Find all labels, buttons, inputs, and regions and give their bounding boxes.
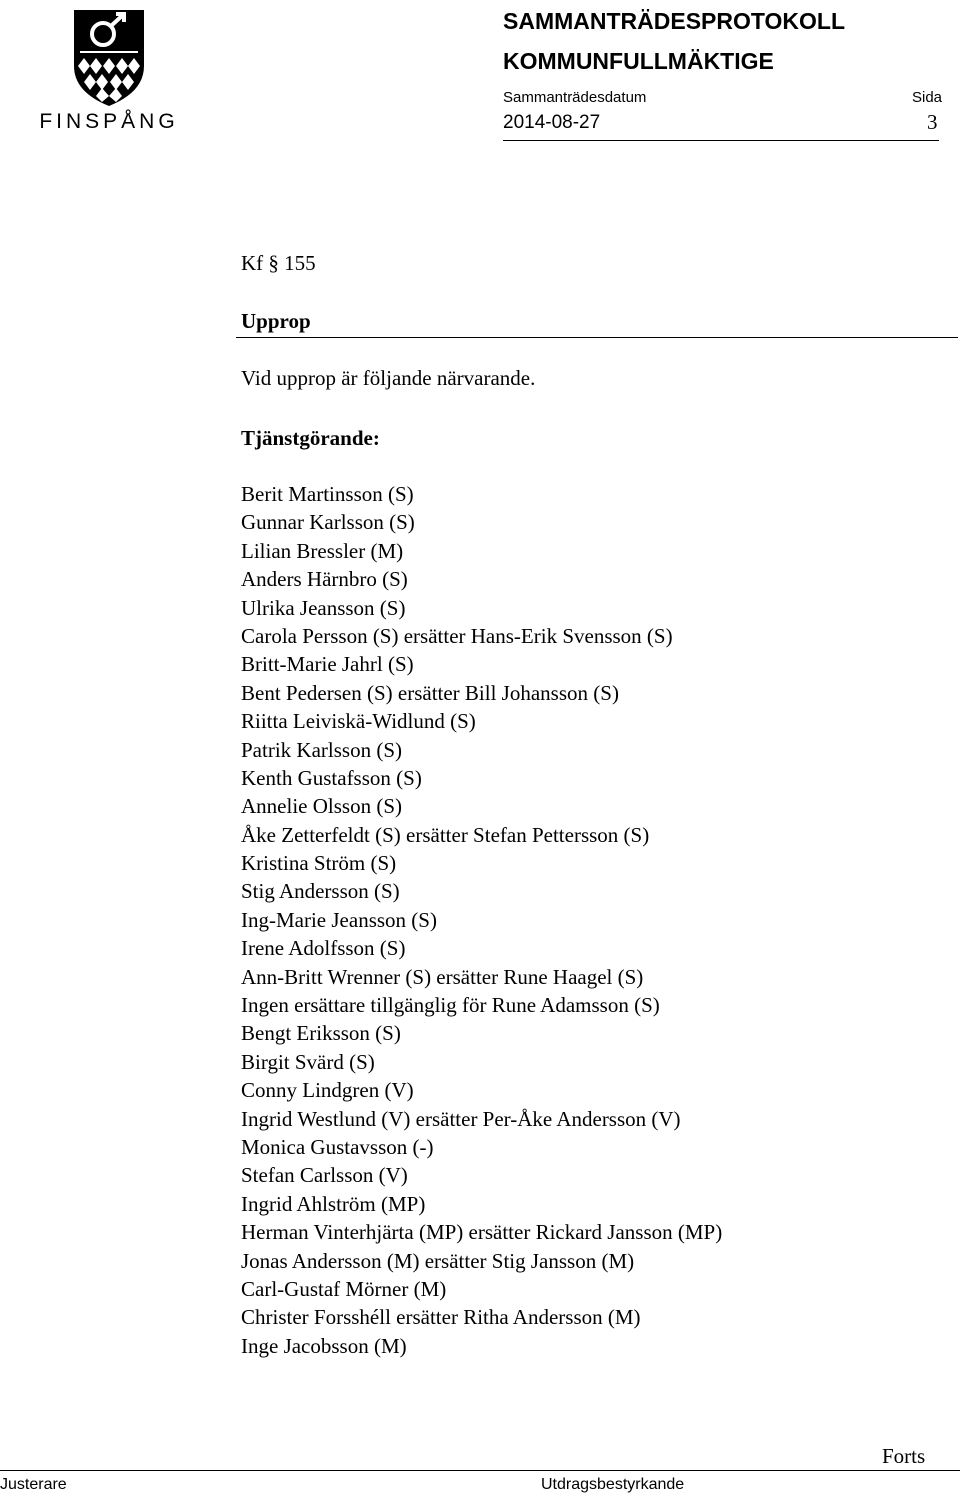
list-item: Birgit Svärd (S) (241, 1049, 375, 1074)
list-item: Herman Vinterhjärta (MP) ersätter Rickard Jansson (MP) (241, 1220, 723, 1245)
logo-text: FINSPÅNG (39, 110, 179, 133)
list-item: Bent Pedersen (S) ersätter Bill Johansson (S) (241, 680, 619, 705)
page-label: Sida (912, 89, 943, 106)
list-item: Kristina Ström (S) (241, 851, 397, 876)
list-item: Bengt Eriksson (S) (241, 1021, 401, 1046)
list-item: Monica Gustavsson (-) (241, 1134, 434, 1159)
list-item: Stig Andersson (S) (241, 879, 400, 904)
list-item: Conny Lindgren (V) (241, 1078, 414, 1103)
attendee-list (241, 480, 722, 1360)
continued-label: Forts (882, 1444, 926, 1468)
footer-utdragsbestyrkande-label: Utdragsbestyrkande (541, 1476, 685, 1493)
meeting-date: 2014-08-27 (503, 112, 601, 133)
list-item: Ingrid Ahlström (MP) (241, 1191, 426, 1216)
list-item: Lilian Bressler (M) (241, 538, 404, 563)
list-item: Inge Jacobsson (M) (241, 1333, 407, 1358)
list-item: Åke Zetterfeldt (S) ersätter Stefan Pettersson (S) (241, 822, 650, 847)
list-item: Patrik Karlsson (S) (241, 737, 402, 762)
list-item: Kenth Gustafsson (S) (241, 765, 422, 790)
document-subtitle: KOMMUNFULLMÄKTIGE (503, 48, 774, 74)
section-heading: Upprop (241, 309, 311, 333)
attendees-heading: Tjänstgörande: (241, 426, 380, 450)
list-item: Berit Martinsson (S) (241, 482, 414, 506)
list-item: Christer Forsshéll ersätter Ritha Andersson (M) (241, 1305, 641, 1330)
list-item: Riitta Leiviskä-Widlund (S) (241, 709, 476, 734)
intro-text: Vid upprop är följande närvarande. (241, 366, 536, 390)
list-item: Carola Persson (S) ersätter Hans-Erik Svensson (S) (241, 623, 673, 648)
list-item: Stefan Carlsson (V) (241, 1163, 408, 1188)
list-item: Britt-Marie Jahrl (S) (241, 652, 414, 677)
section-number: Kf § 155 (241, 251, 316, 275)
document-title: SAMMANTRÄDESPROTOKOLL (503, 8, 846, 34)
header-divider (503, 140, 939, 141)
list-item: Ulrika Jeansson (S) (241, 595, 406, 620)
municipality-logo (36, 8, 182, 136)
list-item: Annelie Olsson (S) (241, 794, 402, 819)
list-item: Ingrid Westlund (V) ersätter Per-Åke Andersson (V) (241, 1106, 681, 1131)
coat-of-arms-icon (36, 8, 182, 108)
date-label: Sammanträdesdatum (503, 89, 647, 106)
list-item: Anders Härnbro (S) (241, 567, 408, 592)
footer-justerare-label: Justerare (0, 1476, 67, 1493)
list-item: Ann-Britt Wrenner (S) ersätter Rune Haagel (S) (241, 964, 644, 989)
page-number: 3 (927, 110, 938, 134)
footer-divider (0, 1470, 960, 1471)
list-item: Irene Adolfsson (S) (241, 936, 406, 961)
list-item: Jonas Andersson (M) ersätter Stig Jansson (M) (241, 1248, 635, 1273)
list-item: Ingen ersättare tillgänglig för Rune Adamsson (S) (241, 993, 660, 1018)
list-item: Gunnar Karlsson (S) (241, 510, 415, 535)
heading-divider (236, 337, 958, 338)
list-item: Ing-Marie Jeansson (S) (241, 907, 437, 932)
list-item: Carl-Gustaf Mörner (M) (241, 1276, 447, 1301)
